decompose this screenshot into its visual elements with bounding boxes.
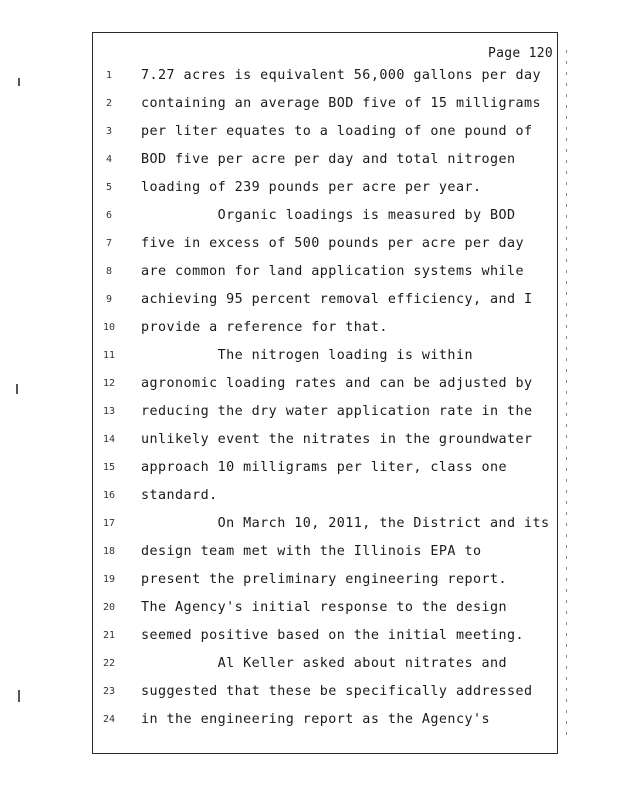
transcript-line: loading of 239 pounds per acre per year. (141, 180, 482, 195)
line-number: 6 (105, 210, 113, 221)
line-number: 8 (105, 266, 113, 277)
line-number: 13 (102, 406, 116, 417)
line-number: 18 (102, 546, 116, 557)
line-number: 5 (105, 182, 113, 193)
line-number: 4 (105, 154, 113, 165)
transcript-line: unlikely event the nitrates in the groundwater (141, 432, 533, 447)
line-number: 9 (105, 294, 113, 305)
line-number: 14 (102, 434, 116, 445)
transcript-line: On March 10, 2011, the District and its (141, 516, 550, 531)
transcript-line: approach 10 milligrams per liter, class one (141, 460, 508, 475)
page-number: Page 120 (488, 46, 554, 61)
transcript-line: per liter equates to a loading of one pound of (141, 124, 533, 139)
line-number: 19 (102, 574, 116, 585)
line-number: 22 (102, 658, 116, 669)
transcript-line: standard. (141, 488, 218, 503)
transcript-page-frame (92, 32, 558, 754)
line-number: 24 (102, 714, 116, 725)
transcript-line: Organic loadings is measured by BOD (141, 208, 516, 223)
transcript-line: Al Keller asked about nitrates and (141, 656, 508, 671)
line-number: 1 (105, 70, 113, 81)
transcript-line: The Agency's initial response to the design (141, 600, 508, 615)
transcript-line: five in excess of 500 pounds per acre per day (141, 236, 525, 251)
transcript-line: are common for land application systems while (141, 264, 525, 279)
transcript-line: suggested that these be specifically addressed (141, 684, 533, 699)
line-number: 12 (102, 378, 116, 389)
line-number: 7 (105, 238, 113, 249)
transcript-line: The nitrogen loading is within (141, 348, 473, 363)
transcript-line: reducing the dry water application rate in the (141, 404, 533, 419)
line-number: 10 (102, 322, 116, 333)
line-number: 15 (102, 462, 116, 473)
line-number: 11 (102, 350, 116, 361)
transcript-line: agronomic loading rates and can be adjusted by (141, 376, 533, 391)
transcript-line: containing an average BOD five of 15 milligrams (141, 96, 542, 111)
transcript-line: BOD five per acre per day and total nitrogen (141, 152, 516, 167)
transcript-line: 7.27 acres is equivalent 56,000 gallons per day (141, 68, 542, 83)
line-number: 23 (102, 686, 116, 697)
line-number: 16 (102, 490, 116, 501)
line-number: 21 (102, 630, 116, 641)
transcript-line: present the preliminary engineering report. (141, 572, 508, 587)
scan-edge-noise (566, 50, 567, 740)
line-number: 2 (105, 98, 113, 109)
transcript-line: provide a reference for that. (141, 320, 388, 335)
transcript-line: design team met with the Illinois EPA to (141, 544, 482, 559)
transcript-line: in the engineering report as the Agency's (141, 712, 490, 727)
scan-speck (18, 690, 20, 702)
transcript-line: seemed positive based on the initial meeting. (141, 628, 525, 643)
line-number: 17 (102, 518, 116, 529)
line-number: 3 (105, 126, 113, 137)
scan-speck (16, 384, 18, 394)
line-number: 20 (102, 602, 116, 613)
transcript-line: achieving 95 percent removal efficiency, and I (141, 292, 533, 307)
scan-speck (18, 78, 20, 86)
